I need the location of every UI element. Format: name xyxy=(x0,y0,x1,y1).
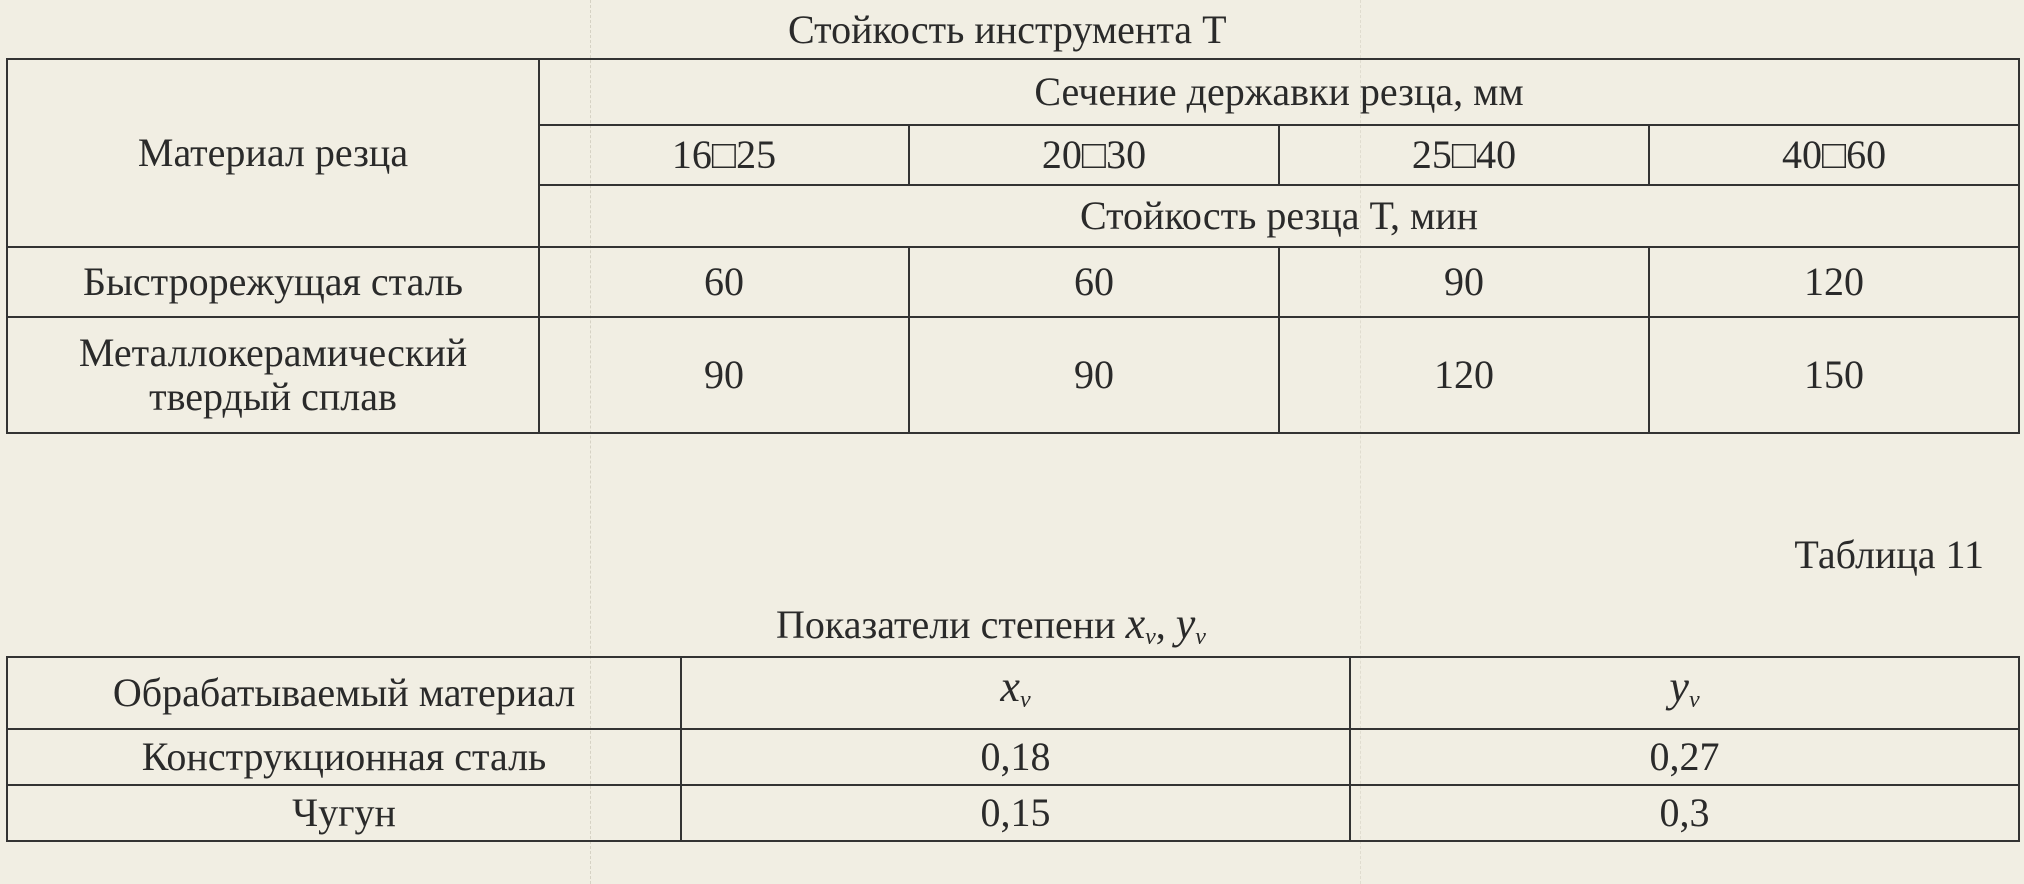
header-holder-section: Сечение державки резца, мм xyxy=(539,59,2019,125)
table1-caption: Стойкость инструмента Т xyxy=(788,7,1227,52)
header-cutter-material: Материал резца xyxy=(7,59,539,247)
table-row xyxy=(7,785,2019,841)
caption-x-variable: $x_v$ xyxy=(1125,599,1156,650)
y-value-cell: 0,27 xyxy=(1350,729,2019,785)
header-tool-life: Стойкость резца Т, мин xyxy=(539,185,2019,247)
caption-separator: , xyxy=(1155,602,1166,647)
size-cell: 40□60 xyxy=(1649,125,2019,185)
size-cell: 16□25 xyxy=(539,125,909,185)
table-row xyxy=(7,729,2019,785)
y-value-cell: 0,3 xyxy=(1350,785,2019,841)
exponents-table xyxy=(6,656,2020,842)
size-cell: 20□30 xyxy=(909,125,1279,185)
value-cell: 90 xyxy=(1279,247,1649,317)
size-cell: 25□40 xyxy=(1279,125,1649,185)
material-cell xyxy=(7,317,539,433)
material-cell: Чугун xyxy=(7,785,681,841)
header-y-exponent: $y_v$ xyxy=(1350,657,2019,729)
table-row xyxy=(7,247,2019,317)
material-cell: Конструкционная сталь xyxy=(7,729,681,785)
header-x-exponent: $x_v$ xyxy=(681,657,1350,729)
caption-y-variable: $y_v$ xyxy=(1175,599,1206,650)
header-work-material: Обрабатываемый материал xyxy=(7,657,681,729)
table2-caption-text: Показатели степени xyxy=(776,602,1116,647)
value-cell: 120 xyxy=(1279,317,1649,433)
material-line2: твердый сплав xyxy=(149,374,397,419)
table-row xyxy=(7,317,2019,433)
material-line1: Быстрорежущая сталь xyxy=(83,259,463,304)
material-line1: Металлокерамический xyxy=(78,330,468,375)
table2-caption xyxy=(776,599,1206,657)
value-cell: 60 xyxy=(909,247,1279,317)
tool-life-table xyxy=(6,58,2020,434)
value-cell: 90 xyxy=(539,317,909,433)
x-value-cell: 0,15 xyxy=(681,785,1350,841)
value-cell: 90 xyxy=(909,317,1279,433)
value-cell: 150 xyxy=(1649,317,2019,433)
table-number-label: Таблица 11 xyxy=(1794,532,1984,577)
x-value-cell: 0,18 xyxy=(681,729,1350,785)
material-cell xyxy=(7,247,539,317)
value-cell: 60 xyxy=(539,247,909,317)
value-cell: 120 xyxy=(1649,247,2019,317)
